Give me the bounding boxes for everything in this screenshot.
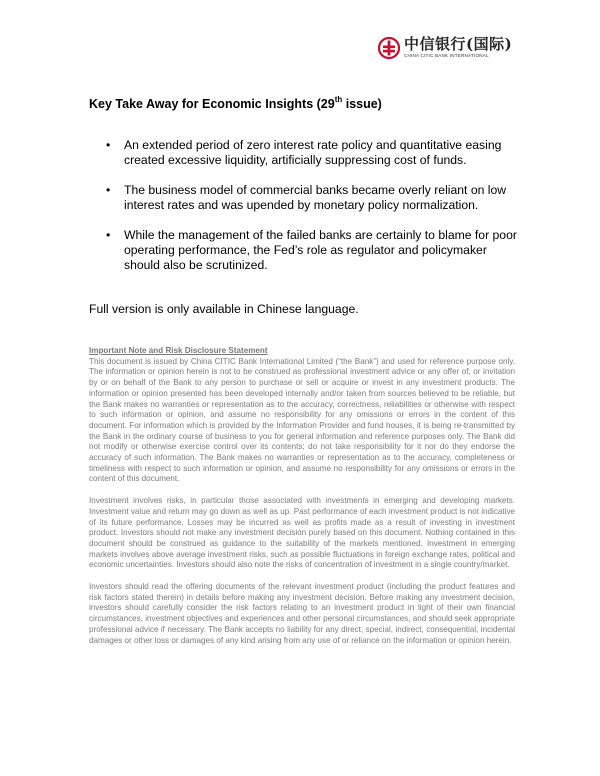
disclosure-paragraph: Investment involves risks, in particular those associated with investments in emerging and developing markets. Investment value and return may go down as well as up. Past performance of each investment product is not indicative of its future performance. Losses may be incurred as well as profits made as a result of investing in investment product. Investors should not make any investment decision purely based on this document. Nothing contained in this document should be construed as guidance to the suitability of the markets mentioned. Investment in emerging markets involves above average investment risks, such as possible fluctuations in foreign exchange rates, political and economic uncertainties. Investors should also note the risks of concentration of investment in a single country/market. [89,496,515,570]
title-superscript: th [334,95,343,104]
full-version-note: Full version is only available in Chinese language. [89,302,359,316]
key-point: • While the management of the failed banks are certainly to blame for poor operating performance, the Fed’s role as regulator and policymaker should also be scrutinized. [106,228,518,273]
key-point: • The business model of commercial banks became overly reliant on low interest rates and was upended by monetary policy normalization. [106,183,518,213]
disclosure-paragraph: Investors should read the offering documents of the relevant investment product (including the product features and risk factors stated therein) in details before making any investment decision. Before making any investment decision, investors should carefully consider the risk factors relating to an investment product in light of their own financial circumstances, investment objectives and experiences and other personal circumstances, and should seek appropriate professional advice if necessary. The Bank accepts no liability for any direct, special, indirect, consequential, incidental damages or other loss or damages of any kind arising from any use of or reliance on the information or opinion herein. [89,582,515,645]
bank-logo [378,37,512,59]
logo-name-cn: 中信银行(国际) [404,35,513,54]
page-title: Key Take Away for Economic Insights (29th issue) [89,95,382,112]
key-points-list [106,138,518,288]
key-point: • An extended period of zero interest rate policy and quantitative easing created excessive liquidity, artificially suppressing cost of funds. [106,138,518,168]
citic-logo-icon [378,37,400,59]
disclosure-heading: Important Note and Risk Disclosure Statement [89,346,268,355]
risk-disclosure [89,346,515,657]
disclosure-paragraph: This document is issued by China CITIC Bank International Limited (“the Bank”) and used for reference purpose only. The information or opinion herein is not to be construed as professional investment advice or any offer of, or invitation by or on behalf of the Bank to any person to purchase or sell or acquire or invest in any investment products. The information or opinion presented has been developed internally and/or taken from sources believed to be reliable, but the Bank makes no warranties or representation as to the accuracy, correctness, reliabilities or otherwise with respect to such information or opinion, and assume no responsibility for any omissions or errors in the content of this document. For information which is provided by the Information Provider and fund houses, it is being re-transmitted by the Bank in the ordinary course of business to you for general information and reference purposes only. The Bank did not modify or otherwise exercise control over its contents; do not take responsibility for it nor do they endorse the accuracy of such information. The Bank makes no warranties or representation as to the accuracy, completeness or timeliness with respect to such information or opinion, and assume no responsibility for any omissions or errors in the content of this document. [89,356,515,484]
logo-name-en: CHINA CITIC BANK INTERNATIONAL [404,53,489,59]
